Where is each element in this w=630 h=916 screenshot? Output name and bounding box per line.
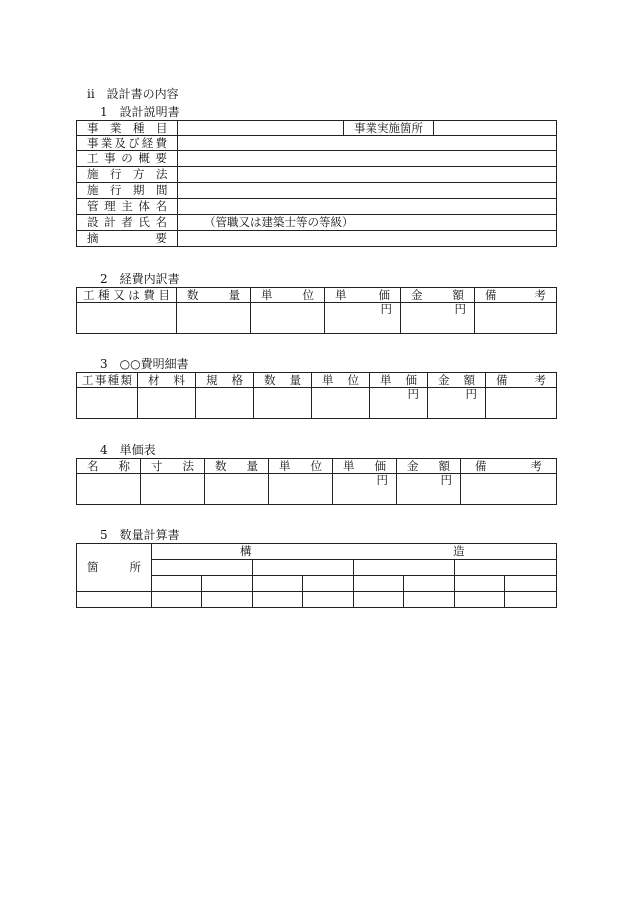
cell [254,388,312,419]
header-unit-price: 単 価 [325,288,401,303]
structure-zou: 造 [453,544,465,558]
cost-breakdown-heading: 2 経費内訳書 [100,272,180,286]
cell [77,592,152,608]
header-remarks: 備 考 [461,459,557,474]
cost-detail-heading: 3 ○○費明細書 [100,357,189,371]
header-remarks: 備 考 [475,288,557,303]
designer-name-label: 設計者氏名 [77,215,178,231]
cell [505,592,557,608]
cell [177,303,251,334]
cell [77,303,177,334]
designer-note: （管職又は建築士等の等級） [178,215,557,231]
cell [77,388,138,419]
business-cost-label: 事業及び経費 [77,136,178,151]
cell [404,592,455,608]
header-amount: 金 額 [401,288,475,303]
header-material: 材 料 [138,373,196,388]
construction-period-value [178,183,557,199]
yen-unit-price: 円 [370,388,428,419]
cell [312,388,370,419]
cell [461,474,557,505]
cell [303,576,354,592]
work-overview-value [178,151,557,167]
remarks-value [178,231,557,247]
cell [269,474,333,505]
design-description-heading: 1 設計説明書 [100,105,180,119]
yen-unit-price: 円 [333,474,397,505]
header-quantity: 数 量 [205,459,269,474]
header-unit: 単 位 [269,459,333,474]
cell [354,560,455,576]
section-title: ii 設計書の内容 [87,87,179,101]
cell [141,474,205,505]
header-unit-price: 単 価 [370,373,428,388]
work-overview-label: 工事の概要 [77,151,178,167]
header-name: 名 称 [77,459,141,474]
yen-amount: 円 [401,303,475,334]
place-label: 箇 所 [77,544,152,592]
cell [152,576,202,592]
cell [455,560,557,576]
header-quantity: 数 量 [254,373,312,388]
yen-unit-price: 円 [325,303,401,334]
cell [202,576,253,592]
manager-name-value [178,199,557,215]
header-unit-price: 単 価 [333,459,397,474]
cell [354,592,404,608]
implementation-place-value [434,121,557,136]
header-amount: 金 額 [397,459,461,474]
cell [455,576,505,592]
cell [475,303,557,334]
cell [138,388,196,419]
construction-period-label: 施 行 期 間 [77,183,178,199]
cell [505,576,557,592]
implementation-place-label: 事業実施箇所 [344,121,434,136]
quantity-calc-table [76,543,557,608]
header-amount: 金 額 [428,373,486,388]
cell [251,303,325,334]
quantity-calc-heading: 5 数量計算書 [100,528,180,542]
business-cost-value [178,136,557,151]
cost-breakdown-table [76,287,557,334]
cell [303,592,354,608]
structure-kou: 構 [240,544,252,558]
header-spec: 規 格 [196,373,254,388]
remarks-label: 摘 要 [77,231,178,247]
cell [152,560,253,576]
cell [253,592,303,608]
cell [196,388,254,419]
yen-amount: 円 [397,474,461,505]
cell [152,592,202,608]
cell [486,388,557,419]
construction-method-label: 施 行 方 法 [77,167,178,183]
manager-name-label: 管理主体名 [77,199,178,215]
cost-detail-table [76,372,557,419]
header-unit: 単 位 [312,373,370,388]
cell [404,576,455,592]
header-dimensions: 寸 法 [141,459,205,474]
header-work-type: 工種又は費目 [77,288,177,303]
design-description-table [76,120,557,247]
business-type-value [178,121,344,136]
structure-header [152,544,557,560]
unit-price-heading: 4 単価表 [100,443,156,457]
cell [77,474,141,505]
header-remarks: 備 考 [486,373,557,388]
unit-price-table [76,458,557,505]
cell [455,592,505,608]
header-work-kind: 工事種類 [77,373,138,388]
cell [202,592,253,608]
construction-method-value [178,167,557,183]
header-unit: 単 位 [251,288,325,303]
cell [253,560,354,576]
cell [354,576,404,592]
business-type-label: 事 業 種 目 [77,121,178,136]
cell [253,576,303,592]
yen-amount: 円 [428,388,486,419]
header-quantity: 数 量 [177,288,251,303]
cell [205,474,269,505]
